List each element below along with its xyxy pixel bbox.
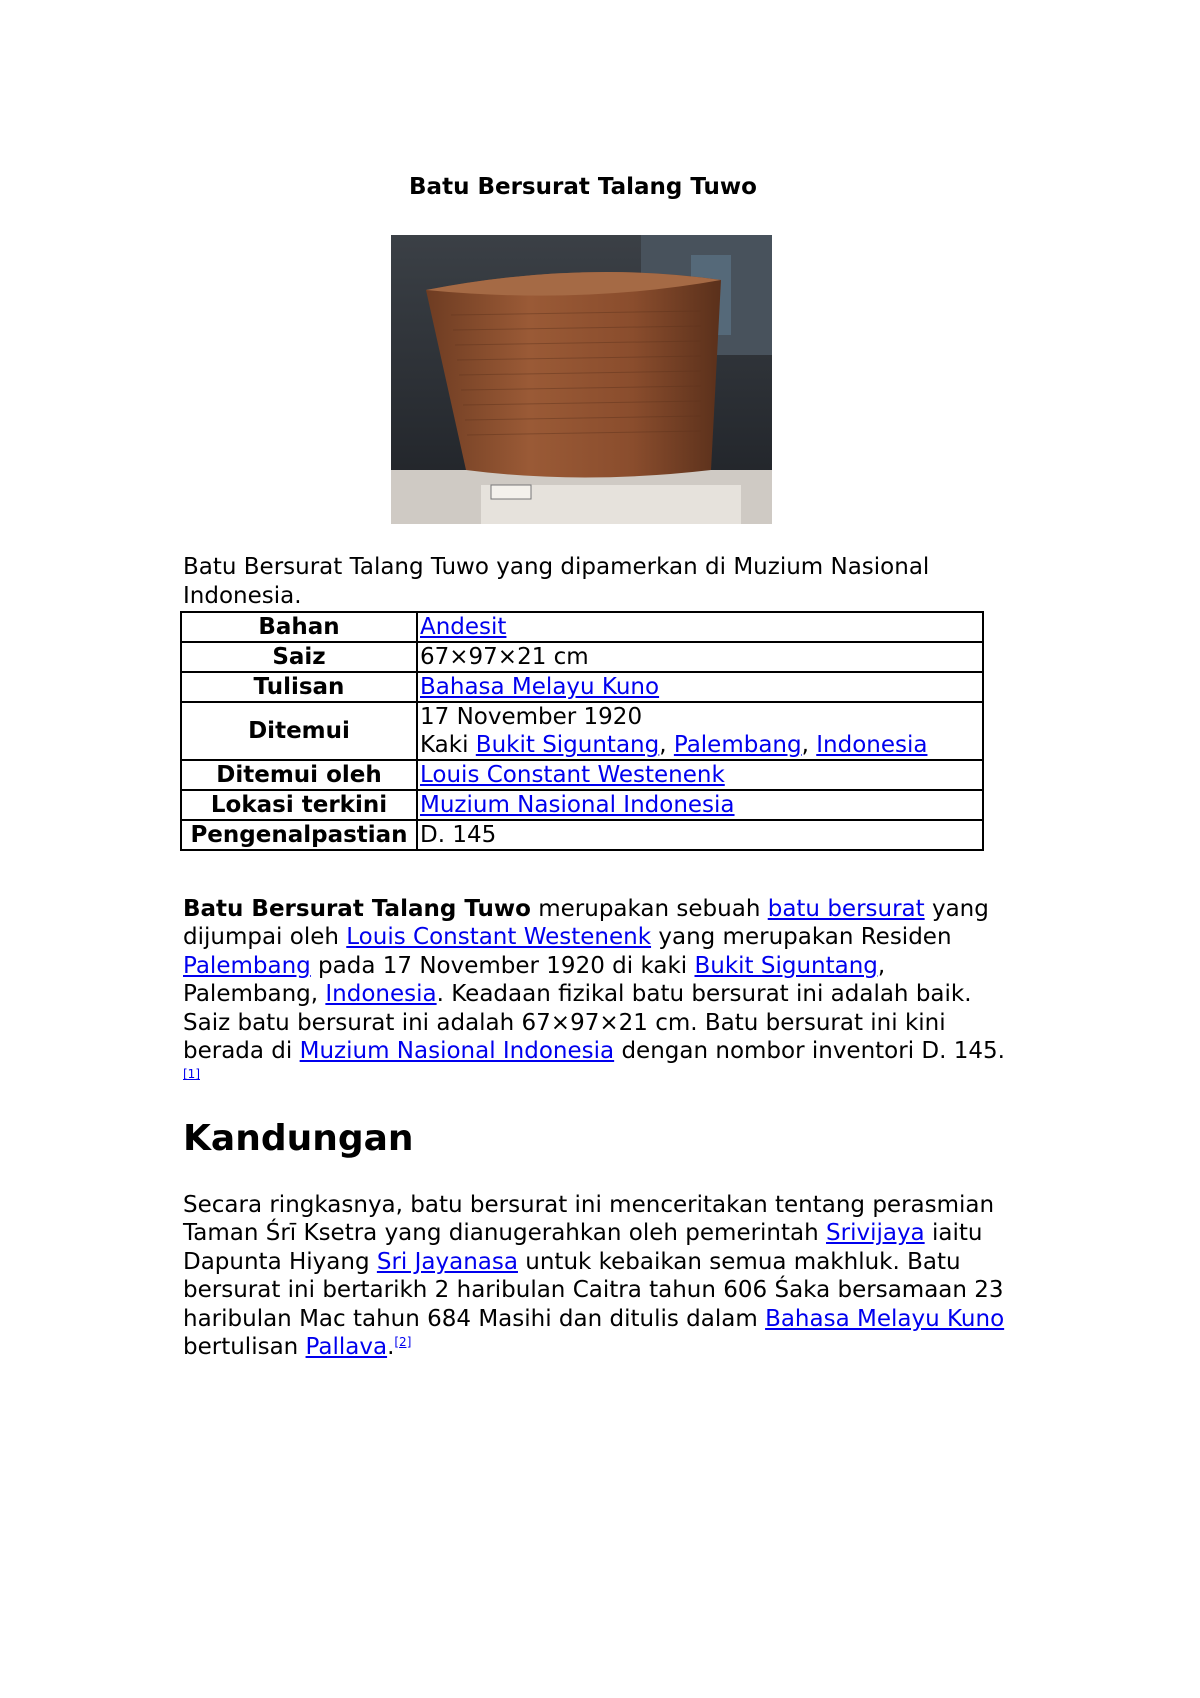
link-indonesia[interactable]: Indonesia: [325, 981, 437, 1008]
row-value-pengenalpastian: D. 145: [417, 820, 983, 850]
row-label-ditemui-oleh: Ditemui oleh: [181, 760, 417, 790]
stone-photo-drawing: [391, 235, 772, 524]
row-label-saiz: Saiz: [181, 642, 417, 672]
table-row: [181, 702, 983, 760]
link-batu-bersurat[interactable]: batu bersurat: [767, 896, 925, 922]
link-palembang[interactable]: Palembang: [673, 732, 802, 758]
link-srivijaya[interactable]: Srivijaya: [826, 1220, 925, 1247]
text: .: [387, 1334, 395, 1361]
link-pallava[interactable]: Pallava: [305, 1334, 388, 1361]
discovery-date: 17 November 1920: [420, 704, 643, 730]
reference-link-1[interactable]: [1]: [183, 1067, 200, 1082]
table-row: [181, 612, 983, 642]
row-value-ditemui: [417, 702, 983, 760]
section-heading-kandungan: Kandungan: [183, 1118, 414, 1159]
text: Secara ringkasnya, batu bersurat ini menceritakan tentang perasmian Taman Śrī Ksetra yang dianugerahkan oleh pemerintah: [183, 1192, 995, 1247]
link-indonesia[interactable]: Indonesia: [816, 732, 928, 758]
infobox-title: Batu Bersurat Talang Tuwo: [409, 174, 757, 200]
text: , Palembang,: [183, 952, 886, 1008]
separator: ,: [801, 732, 817, 758]
text: dengan nombor inventori D. 145.: [614, 1038, 1005, 1065]
link-muzium-nasional[interactable]: Muzium Nasional Indonesia: [420, 792, 735, 818]
link-bahasa-melayu-kuno[interactable]: Bahasa Melayu Kuno: [765, 1305, 1005, 1332]
link-bahasa-melayu-kuno[interactable]: Bahasa Melayu Kuno: [420, 674, 660, 700]
text: pada 17 November 1920 di kaki: [310, 952, 695, 979]
kandungan-paragraph: [183, 1191, 1013, 1361]
link-bukit-siguntang[interactable]: Bukit Siguntang: [694, 952, 878, 979]
table-row: [181, 672, 983, 702]
text: iaitu Dapunta Hiyang: [183, 1220, 983, 1275]
row-value-saiz: 67×97×21 cm: [417, 642, 983, 672]
row-label-lokasi: Lokasi terkini: [181, 790, 417, 820]
link-louis-westenenk[interactable]: Louis Constant Westenenk: [346, 924, 652, 951]
image-caption: Batu Bersurat Talang Tuwo yang dipamerkan di Muzium Nasional Indonesia.: [183, 554, 930, 609]
text: bertulisan: [183, 1334, 306, 1361]
table-row: [181, 790, 983, 820]
table-row: [181, 760, 983, 790]
infobox-table: [180, 611, 984, 851]
text: yang merupakan Residen: [651, 924, 952, 951]
row-label-pengenalpastian: Pengenalpastian: [181, 820, 417, 850]
separator: ,: [659, 732, 674, 758]
link-louis-westenenk[interactable]: Louis Constant Westenenk: [420, 762, 725, 788]
row-label-ditemui: Ditemui: [181, 702, 417, 760]
link-palembang[interactable]: Palembang: [183, 952, 311, 979]
row-label-bahan: Bahan: [181, 612, 417, 642]
row-value-tulisan: [417, 672, 983, 702]
text: merupakan sebuah: [530, 896, 768, 922]
row-value-ditemui-oleh: [417, 760, 983, 790]
table-row: [181, 642, 983, 672]
table-row: [181, 820, 983, 850]
text: . Keadaan fizikal batu bersurat ini adalah baik. Saiz batu bersurat ini adalah 67×97×21 cm. Batu bersurat ini kini berada di: [183, 981, 972, 1065]
discovery-prefix: Kaki: [420, 732, 476, 758]
reference-link-2[interactable]: [2]: [394, 1335, 412, 1350]
article-title-bold: Batu Bersurat Talang Tuwo: [183, 896, 531, 922]
text: untuk kebaikan semua makhluk. Batu bersurat ini bertarikh 2 haribulan Caitra tahun 606 Śaka bersamaan 23 haribulan Mac tahun 684 Masihi dan ditulis dalam: [183, 1248, 1004, 1332]
link-sri-jayanasa[interactable]: Sri Jayanasa: [376, 1248, 518, 1275]
row-value-lokasi: [417, 790, 983, 820]
intro-paragraph: [183, 895, 1013, 1094]
row-label-tulisan: Tulisan: [181, 672, 417, 702]
link-andesit[interactable]: Andesit: [420, 614, 507, 640]
text: yang dijumpai oleh: [183, 896, 989, 951]
stone-photo: [391, 235, 772, 524]
link-muzium-nasional[interactable]: Muzium Nasional Indonesia: [299, 1038, 615, 1065]
row-value-bahan: [417, 612, 983, 642]
link-bukit-siguntang[interactable]: Bukit Siguntang: [475, 732, 660, 758]
